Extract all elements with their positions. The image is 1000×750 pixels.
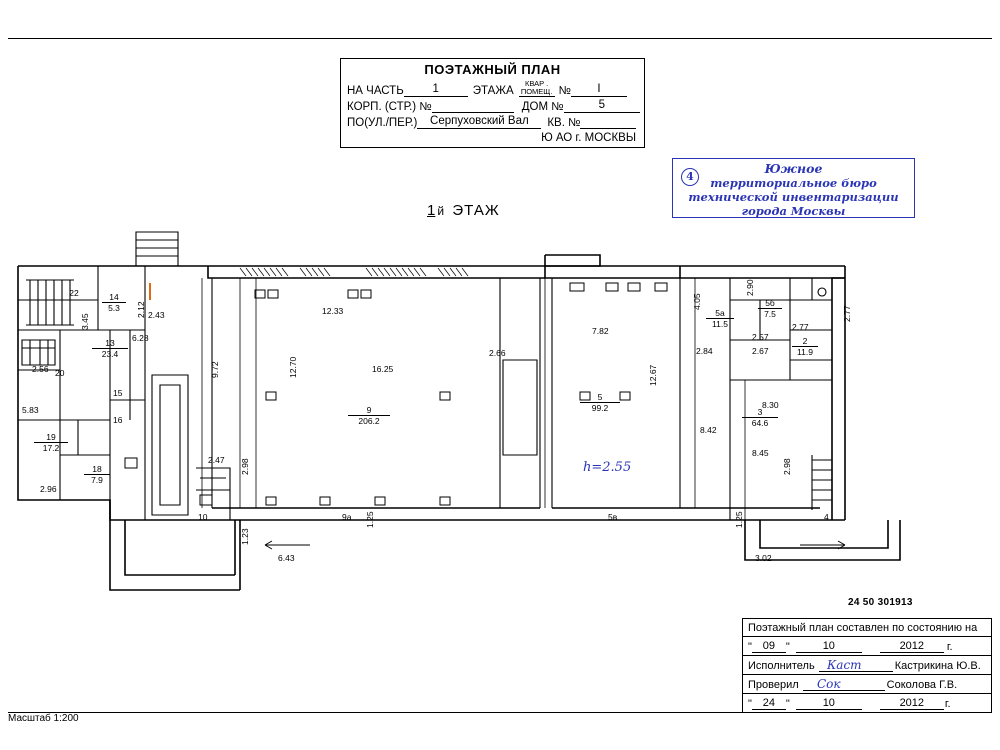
room-5a-area: 11.5 [706,318,734,329]
title-block [340,58,645,148]
room-13-area: 23.4 [92,348,128,359]
room-5v-number: 5в [608,512,618,522]
dim-2-77: 2.77 [792,322,809,332]
title-block-row-1 [341,79,644,98]
room-5b-number: 5б [765,298,775,308]
room-19 [34,432,68,453]
room-5 [580,392,620,413]
room-22 [62,288,86,298]
row2-label: КОРП. (СТР.) № [347,101,432,113]
room-16-number: 16 [113,415,123,425]
row3-label: ПО(УЛ./ПЕР.) [347,117,418,129]
floor-word: ЭТАЖ [452,202,500,219]
footer-quote-close-2: " [785,698,790,710]
footer-date2-month[interactable]: 10 [796,697,862,710]
footer-block [742,618,992,713]
footer-checker-sign-field[interactable] [803,678,885,691]
footer-date-2-row [743,694,991,712]
room-2-number: 2 [802,336,808,346]
dim-8-30: 8.30 [762,400,779,410]
room-2 [792,336,818,357]
footer-date2-day[interactable]: 24 [752,697,786,710]
footer-date1-month[interactable]: 10 [796,640,862,653]
footer-quote-close-1: " [785,641,790,653]
room-5-area: 99.2 [580,402,620,413]
row2-value[interactable] [432,99,514,113]
row2-label2: ДОМ № [521,101,564,113]
room-5b-area: 7.5 [758,308,782,319]
room-5-number: 5 [597,392,603,402]
row1-label3b: ПОМЕЩ. [520,87,553,96]
footer-quote-open-1: " [748,641,752,653]
dim-1-23: 1.23 [240,528,250,545]
stamp-line-2: территориальное бюро [710,176,877,190]
footer-executor-name: Кастрикина Ю.В. [894,660,981,672]
room-18 [84,464,110,485]
dim-2-43: 2.43 [148,310,165,320]
dim-1-25: 1.25 [365,511,375,528]
title-block-heading: ПОЭТАЖНЫЙ ПЛАН [424,62,561,77]
floor-number: 1 [427,202,436,219]
row3-label2: КВ. № [547,117,581,129]
dim-2-98: 2.98 [240,458,250,475]
dim-3-02: 3.02 [755,553,772,563]
footer-checker-label: Проверил [748,679,799,691]
room-14-area: 5.3 [102,302,126,313]
dim-8-42: 8.42 [700,425,717,435]
room-13-number: 13 [105,338,115,348]
room-9 [348,405,390,426]
room-3 [742,407,778,428]
room-5a-number: 5а [715,308,725,318]
dim-12-33: 12.33 [322,306,344,316]
page-border-top [8,38,992,39]
stamp-line-1: Южное [764,161,823,176]
dim-2-57: 2.57 [752,332,769,342]
dim-3-45: 3.45 [80,313,90,330]
dim-2-66: 2.66 [489,348,506,358]
dim-2-90: 2.90 [745,279,755,296]
footer-date-1-row [743,637,991,656]
room-22-number: 22 [69,288,79,298]
title-block-row-3 [341,114,644,130]
room-18-area: 7.9 [84,474,110,485]
scale-label: Масштаб 1:200 [8,713,79,724]
dim-2-77-right: 2.77 [842,305,852,322]
dim-12-70: 12.70 [288,356,298,378]
room-5a [706,308,734,329]
dim-9-72: 9.72 [210,361,220,378]
handwritten-height-note: h=2.55 [583,460,632,475]
dim-2-12: 2.12 [136,301,146,318]
room-9-number: 9 [366,405,372,415]
title-block-district: Ю АО г. МОСКВЫ [541,132,636,144]
footer-checker-row [743,675,991,694]
footer-statement-row [743,619,991,637]
dim-2-98-right: 2.98 [782,458,792,475]
footer-date1-day[interactable]: 09 [752,640,786,653]
footer-date2-suffix: г. [944,698,951,710]
footer-quote-open-2: " [748,698,752,710]
dim-6-28: 6.28 [132,333,149,343]
room-3-area: 64.6 [742,417,778,428]
room-20-number: 20 [55,368,65,378]
room-19-area: 17.2 [34,442,68,453]
floor-suffix: й [437,204,445,218]
footer-executor-signature: Каст [827,658,862,672]
bti-stamp [672,158,915,218]
dim-1-25-right: 1.25 [734,511,744,528]
footer-executor-label: Исполнитель [748,660,815,672]
room-2-area: 11.9 [792,346,818,357]
dim-8-45: 8.45 [752,448,769,458]
dim-2-96: 2.96 [40,484,57,494]
dim-5-83: 5.83 [22,405,39,415]
footer-checker-signature: Сок [817,677,841,691]
footer-executor-row [743,656,991,675]
dim-12-67: 12.67 [648,364,658,386]
footer-date1-year[interactable]: 2012 [880,640,944,653]
room-13 [92,338,128,359]
footer-date2-year[interactable]: 2012 [880,697,944,710]
room-15-number: 15 [113,388,123,398]
footer-date1-suffix: г. [946,641,953,653]
row2-value2[interactable]: 5 [564,99,640,113]
dim-2-67: 2.67 [752,346,769,356]
dim-4-05: 4.05 [692,293,702,310]
row1-label4: № [558,85,571,97]
dim-16-25: 16.25 [372,364,394,374]
row1-label3a: КВАР . [524,79,549,88]
row1-value[interactable]: 1 [404,83,468,97]
room-5b [758,298,782,319]
dim-6-43: 6.43 [278,553,295,563]
row1-value2[interactable]: I [571,83,627,97]
footer-statement: Поэтажный план составлен по состоянию на [748,622,978,634]
room-14 [102,292,126,313]
dim-7-82: 7.82 [592,326,609,336]
dim-2-47: 2.47 [208,455,225,465]
room-9a-number: 9а [342,512,352,522]
dim-2-84: 2.84 [696,346,713,356]
room-14-number: 14 [109,292,119,302]
room-9-area: 206.2 [348,415,390,426]
room-3-number: 3 [757,407,763,417]
floor-label [425,202,500,219]
title-block-row-2 [341,98,644,114]
stamp-line-4: города Москвы [741,204,846,218]
row1-kvar-pom [519,80,555,97]
dim-2-56: 2.56 [32,364,49,374]
row3-value[interactable]: Серпуховский Вал [417,115,541,129]
room-10-number: 10 [198,512,208,522]
inventory-code: 24 50 301913 [848,597,913,608]
row1-label: НА ЧАСТЬ [347,85,404,97]
stamp-line-3: технической инвентаризации [688,190,899,204]
footer-checker-name: Соколова Г.В. [886,679,958,691]
row1-label2: ЭТАЖА [472,85,514,97]
stamp-circle-number: 4 [681,168,699,186]
row3-value2[interactable] [580,115,636,129]
room-18-number: 18 [92,464,102,474]
room-4-number: 4 [824,512,829,522]
room-19-number: 19 [46,432,56,442]
